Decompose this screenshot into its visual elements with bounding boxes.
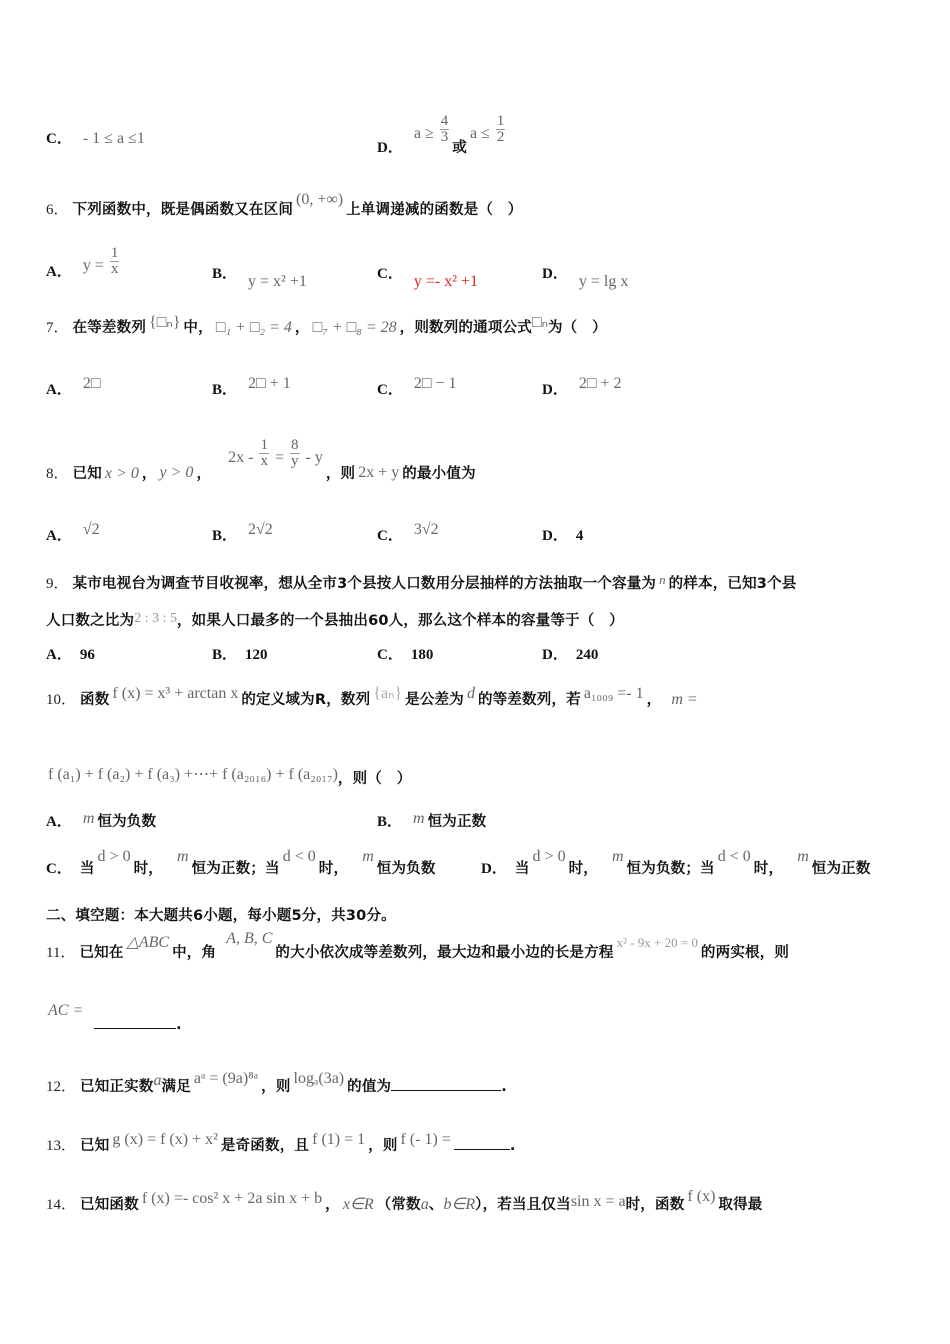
q10-option-c: [46, 848, 436, 878]
option-label: D．: [542, 528, 568, 544]
math-expr: {aₙ}: [373, 685, 403, 702]
text: ，: [294, 320, 310, 336]
text: 某市电视台为调查节目收视率，想从全市3个县按人口数用分层抽样的方法抽取一个容量为: [72, 576, 657, 592]
math-expr: A, B, C: [226, 930, 273, 947]
option-label: B．: [212, 382, 238, 398]
option-label: D．: [377, 140, 403, 156]
math-expr: aᵃ = (9a)⁸ᵃ: [193, 1070, 259, 1087]
text: 恒为正数；当: [191, 861, 280, 877]
option-label: A．: [46, 382, 72, 398]
question-number: 7．: [46, 320, 69, 336]
text: 已知在: [79, 945, 124, 961]
q7-option-b: [212, 375, 294, 399]
math-expr: m: [413, 810, 425, 827]
math-expr: x² - 9x + 20 = 0: [616, 935, 698, 950]
text: 或: [452, 140, 467, 156]
math-expr: 3√2: [413, 521, 439, 538]
option-label: A．: [46, 528, 72, 544]
question-number: 10．: [46, 692, 77, 708]
q7-option-a: [46, 375, 104, 399]
question-10-sum: [48, 763, 412, 787]
option-value: 120: [245, 647, 268, 663]
question-12: [46, 1070, 507, 1096]
q5-option-d: [377, 110, 508, 157]
math-expr: a: [420, 1196, 429, 1213]
text: 已知函数: [80, 1197, 139, 1213]
fraction: $\frac{1}{2}$: [496, 113, 505, 145]
option-label: D．: [542, 266, 568, 282]
option-label: B．: [212, 528, 238, 544]
question-10: [46, 685, 701, 709]
option-value: 96: [79, 647, 95, 663]
option-value: 4: [575, 528, 584, 544]
question-number: 9．: [46, 576, 69, 592]
text: 人口数之比为: [46, 613, 135, 629]
text: 时，: [568, 861, 598, 877]
q9-option-a: [46, 643, 103, 664]
question-11: [46, 930, 790, 962]
math-expr: a ≥: [413, 124, 434, 142]
text: ，则: [261, 1079, 291, 1095]
math-expr: y = lg x: [578, 273, 629, 290]
option-label: C．: [377, 382, 403, 398]
option-label: C．: [46, 131, 72, 147]
math-expr: m =: [671, 691, 698, 708]
math-expr: m: [797, 848, 809, 865]
math-expr: a: [153, 1072, 162, 1089]
fraction: $\frac{1}{x}$: [110, 245, 119, 277]
question-number: 14．: [46, 1197, 77, 1213]
text: 时，: [133, 861, 163, 877]
option-label: B．: [377, 814, 403, 830]
math-expr: - y: [305, 448, 323, 466]
question-number: 11．: [46, 945, 76, 961]
math-expr: y > 0: [159, 463, 194, 481]
math-expr: logₐ(3a): [293, 1070, 345, 1087]
question-number: 13．: [46, 1138, 77, 1154]
text: 、: [428, 1197, 444, 1213]
text: 已知: [72, 466, 102, 482]
option-value: 180: [410, 647, 434, 663]
math-expr: g (x) = f (x) + x²: [112, 1131, 218, 1148]
q10-option-d: [481, 848, 871, 878]
text: ，: [196, 466, 212, 482]
text: 上单调递减的函数是（ ）: [346, 202, 523, 218]
text: 满足: [161, 1079, 191, 1095]
q6-option-a: [46, 245, 122, 281]
q10-option-b: [377, 810, 486, 831]
q7-option-c: [377, 375, 460, 399]
option-label: D．: [542, 382, 568, 398]
q8-option-a: [46, 521, 103, 545]
question-number: 12．: [46, 1079, 77, 1095]
option-label: C．: [377, 647, 403, 663]
math-expr: x > 0: [104, 464, 139, 482]
math-expr: 2□ − 1: [413, 375, 457, 392]
math-expr: m: [82, 810, 95, 827]
option-label: A．: [46, 814, 72, 830]
question-9-cont: [46, 609, 624, 630]
option-label: B．: [212, 266, 238, 282]
option-label: B．: [212, 647, 238, 663]
math-expr: a₁₀₀₉ =- 1: [583, 685, 644, 702]
question-13: [46, 1131, 516, 1155]
q9-option-c: [377, 643, 441, 664]
question-6: [46, 191, 523, 219]
math-expr: y = x² +1: [248, 273, 307, 290]
math-expr: AC =: [48, 1002, 84, 1019]
text: 函数: [80, 692, 110, 708]
text: 在等差数列: [72, 320, 147, 336]
text: 的值为: [347, 1079, 392, 1095]
text: 的最小值为: [402, 466, 476, 482]
math-expr: n: [659, 572, 666, 587]
text: ，: [646, 692, 662, 708]
option-label: C．: [46, 861, 72, 877]
text: ），若当且仅当: [475, 1197, 571, 1213]
text: ，则（ ）: [337, 771, 412, 787]
math-expr: m: [362, 848, 374, 865]
q8-option-d: [542, 524, 591, 545]
text: ，则: [325, 466, 356, 482]
fraction: $\frac{8}{y}$: [291, 437, 299, 469]
text: ，如果人口最多的一个县抽出60人，那么这个样本的容量等于（ ）: [176, 613, 624, 629]
math-expr: a ≤: [469, 124, 490, 142]
math-expr: b∈R: [443, 1196, 476, 1213]
option-value: 240: [575, 647, 599, 663]
text: 中，角: [172, 945, 217, 961]
math-expr: f (x) = x³ + arctan x: [112, 685, 239, 702]
text: 是公差为: [405, 692, 464, 708]
q9-option-d: [542, 643, 606, 664]
text: 取得最: [718, 1197, 763, 1213]
math-expr: 2□ + 2: [578, 375, 622, 392]
math-expr: d > 0: [97, 848, 131, 865]
math-expr: □ₙ: [531, 314, 548, 331]
math-expr: 2□ + 1: [248, 375, 291, 392]
math-expr: △ABC: [126, 934, 170, 951]
math-expr: 2√2: [248, 521, 273, 538]
option-label: C．: [377, 266, 403, 282]
question-8: [46, 432, 476, 483]
text: .: [501, 1079, 507, 1095]
question-14: [46, 1188, 763, 1214]
math-expr: d < 0: [717, 848, 751, 865]
math-expr: 2x + y: [358, 463, 400, 481]
option-label: A．: [46, 647, 72, 663]
section-title: 二、填空题：本大题共6小题，每小题5分，共30分。: [46, 908, 396, 924]
text: ，则: [368, 1138, 398, 1154]
math-expr: x∈R: [342, 1196, 374, 1213]
text: .: [176, 1017, 182, 1033]
text: 恒为负数；当: [626, 861, 715, 877]
question-11-cont: [48, 1002, 83, 1020]
text: 恒为正数: [811, 861, 871, 877]
q6-option-d: [542, 262, 631, 290]
math-expr: d: [466, 685, 475, 702]
math-expr: f (x) =- cos² x + 2a sin x + b: [141, 1190, 323, 1207]
q8-option-b: [212, 521, 276, 545]
math-expr: y =- x² +1: [413, 273, 479, 290]
text: 的两实根，则: [700, 945, 790, 961]
math-expr: □₇ + □₈ = 28: [312, 319, 397, 336]
text: 时，: [318, 861, 349, 877]
text: 恒为正数: [427, 814, 487, 830]
text: 时，: [753, 861, 784, 877]
text: 时，函数: [625, 1197, 685, 1213]
text: 的大小依次成等差数列，最大边和最小边的长是方程: [275, 945, 614, 961]
q8-option-c: [377, 521, 442, 545]
q5-option-c: [46, 127, 148, 148]
option-label: C．: [377, 528, 403, 544]
math-expr: f (1) = 1: [312, 1131, 366, 1148]
option-label: D．: [481, 861, 507, 877]
q6-option-c: [377, 262, 481, 290]
q7-option-d: [542, 375, 625, 399]
text: 恒为负数: [97, 814, 157, 830]
math-expr: f (- 1) =: [400, 1131, 451, 1148]
math-expr: f (a₁) + f (a₂) + f (a₃) +⋯+ f (a₂₀₁₆) + f (a₂₀₁₇): [48, 766, 338, 783]
section-heading: [46, 904, 396, 925]
text: 的样本，已知3个县: [668, 576, 797, 592]
text: 当: [514, 861, 530, 877]
text: 是奇函数，且: [220, 1138, 310, 1154]
math-expr: (0, +∞): [296, 191, 344, 208]
text: 已知: [80, 1138, 110, 1154]
text: 恒为负数: [376, 861, 436, 877]
math-expr: y =: [82, 256, 104, 274]
answer-blank-13[interactable]: [454, 1148, 510, 1150]
text: 的等差数列，若: [477, 692, 581, 708]
fraction: $\frac{4}{3}$: [440, 113, 449, 145]
text: 当: [79, 861, 95, 877]
text: ，: [325, 1197, 340, 1213]
fraction: $\frac{1}{x}$: [260, 437, 268, 469]
option-label: D．: [542, 647, 568, 663]
question-9: [46, 572, 797, 593]
text: 中，: [183, 320, 213, 336]
option-label: A．: [46, 264, 72, 280]
math-expr: {□ₙ}: [149, 314, 181, 331]
text: ，: [141, 466, 157, 482]
text: 的定义域为R，数列: [241, 692, 371, 708]
math-expr: sin x = a: [570, 1193, 626, 1210]
q6-option-b: [212, 262, 310, 290]
q10-option-a: [46, 810, 156, 831]
math-expr: d < 0: [282, 848, 316, 865]
math-expr: 2□: [82, 375, 101, 392]
question-7: [46, 316, 607, 337]
math-expr: =: [274, 448, 284, 466]
question-number: 8．: [46, 466, 69, 482]
math-expr: 2x -: [228, 448, 254, 466]
question-number: 6．: [46, 202, 69, 218]
text: .: [509, 1138, 516, 1154]
text: 已知正实数: [80, 1079, 154, 1095]
math-expr: m: [611, 848, 624, 865]
math-expr: 2 : 3 : 5: [134, 611, 177, 626]
math-expr: - 1 ≤ a ≤1: [82, 130, 145, 147]
math-expr: f (x): [687, 1188, 716, 1205]
q9-option-b: [212, 643, 276, 664]
text: 下列函数中，既是偶函数又在区间: [72, 202, 294, 218]
answer-blank-12[interactable]: [391, 1089, 501, 1091]
text: ，则数列的通项公式: [399, 320, 532, 336]
math-expr: m: [176, 848, 189, 865]
text: （常数: [376, 1197, 421, 1213]
math-expr: √2: [82, 521, 100, 538]
math-expr: d > 0: [532, 848, 566, 865]
text: 为（ ）: [547, 320, 607, 336]
math-expr: □₁ + □₂ = 4: [215, 319, 292, 336]
answer-blank-11[interactable]: [94, 1017, 182, 1033]
